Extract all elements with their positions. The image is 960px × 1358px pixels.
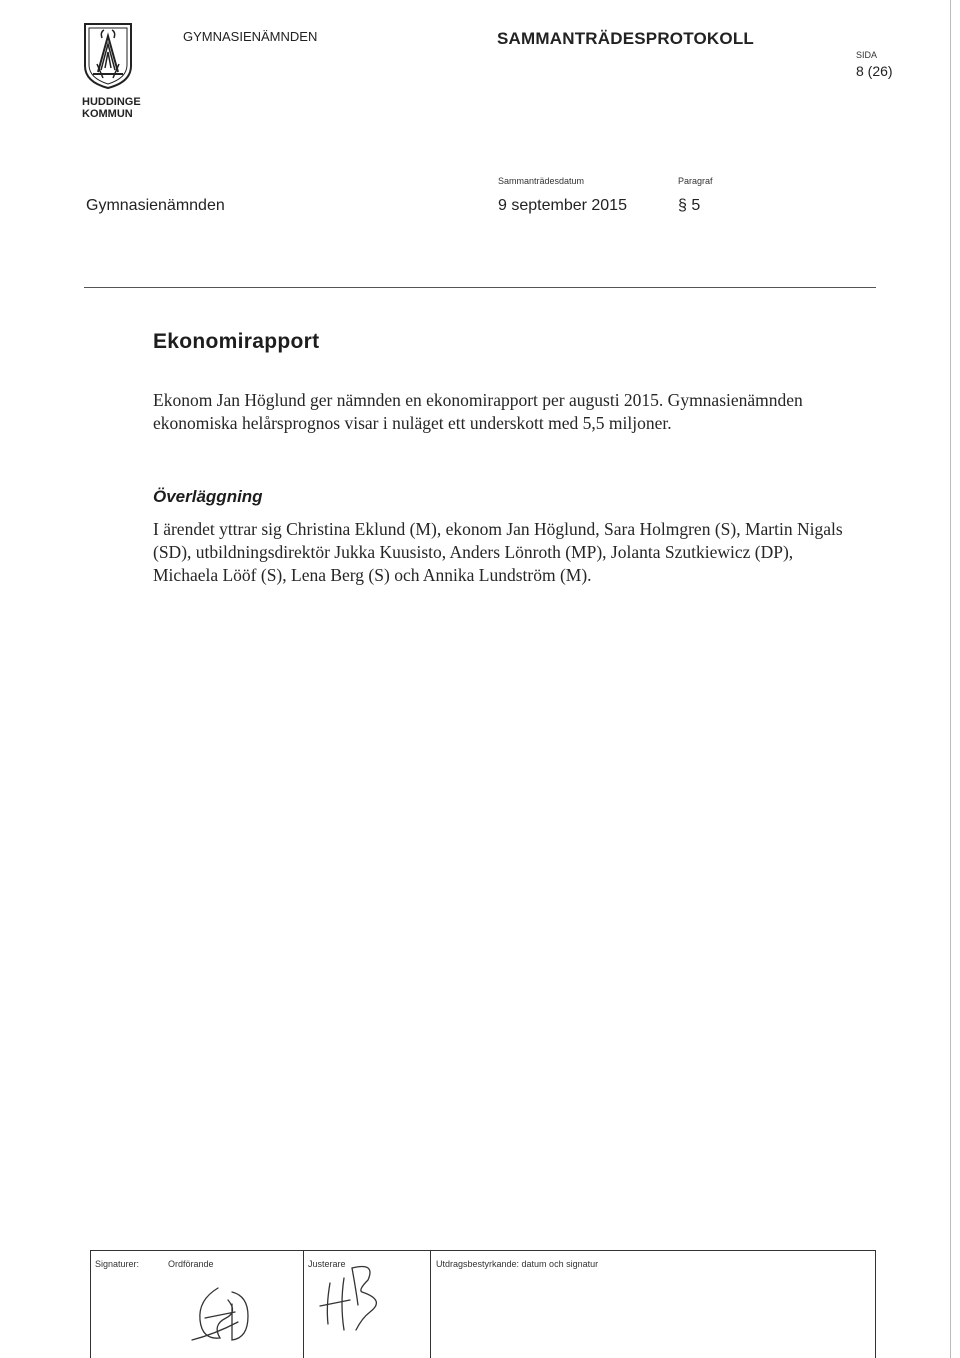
page-label: SIDA	[856, 50, 878, 60]
municipality-line2: KOMMUN	[82, 108, 133, 120]
municipality-logo	[83, 22, 133, 90]
paragraph-label: Paragraf	[678, 176, 713, 186]
committee-name: Gymnasienämnden	[86, 197, 225, 214]
adjuster-initials-icon	[320, 1267, 376, 1331]
signature-box-left-border	[90, 1250, 91, 1358]
chair-label: Ordförande	[168, 1259, 214, 1269]
municipality-name	[82, 96, 141, 120]
adjuster-label: Justerare	[308, 1259, 346, 1269]
header-divider	[84, 287, 876, 288]
org-name: GYMNASIENÄMNDEN	[183, 29, 318, 44]
municipality-line1: HUDDINGE	[82, 96, 141, 108]
document-type: SAMMANTRÄDESPROTOKOLL	[497, 29, 754, 48]
signature-box-right-border	[875, 1250, 876, 1358]
coat-of-arms-icon	[83, 22, 133, 90]
report-paragraph: Ekonom Jan Höglund ger nämnden en ekonomirapport per augusti 2015. Gymnasienämnden ekonomiska helårsprognos visar i nuläget ett underskott med 5,5 miljoner.	[153, 390, 803, 433]
paragraph-number: § 5	[678, 197, 701, 214]
extract-certification-label: Utdragsbestyrkande: datum och signatur	[436, 1259, 599, 1269]
page-number: 8 (26)	[856, 63, 893, 79]
meeting-date: 9 september 2015	[498, 197, 627, 214]
signature-divider-1	[303, 1250, 304, 1358]
meeting-date-label: Sammanträdesdatum	[498, 176, 585, 186]
deliberation-heading: Överläggning	[153, 487, 263, 506]
section-title: Ekonomirapport	[153, 330, 320, 353]
signature-divider-2	[430, 1250, 431, 1358]
chair-initials-icon	[192, 1288, 248, 1340]
deliberation-paragraph: I ärendet yttrar sig Christina Eklund (M), ekonom Jan Höglund, Sara Holmgren (S), Martin Nigals (SD), utbildningsdirektör Jukka Kuusisto, Anders Lönroth (MP), Jolanta Szutkiewicz (DP), Michaela Lööf (S), Lena Berg (S) och Annika Lundström (M).	[153, 519, 843, 585]
signatures-label: Signaturer:	[95, 1259, 140, 1269]
signature-box-top-border	[90, 1250, 875, 1251]
scan-edge-line	[950, 0, 951, 1358]
